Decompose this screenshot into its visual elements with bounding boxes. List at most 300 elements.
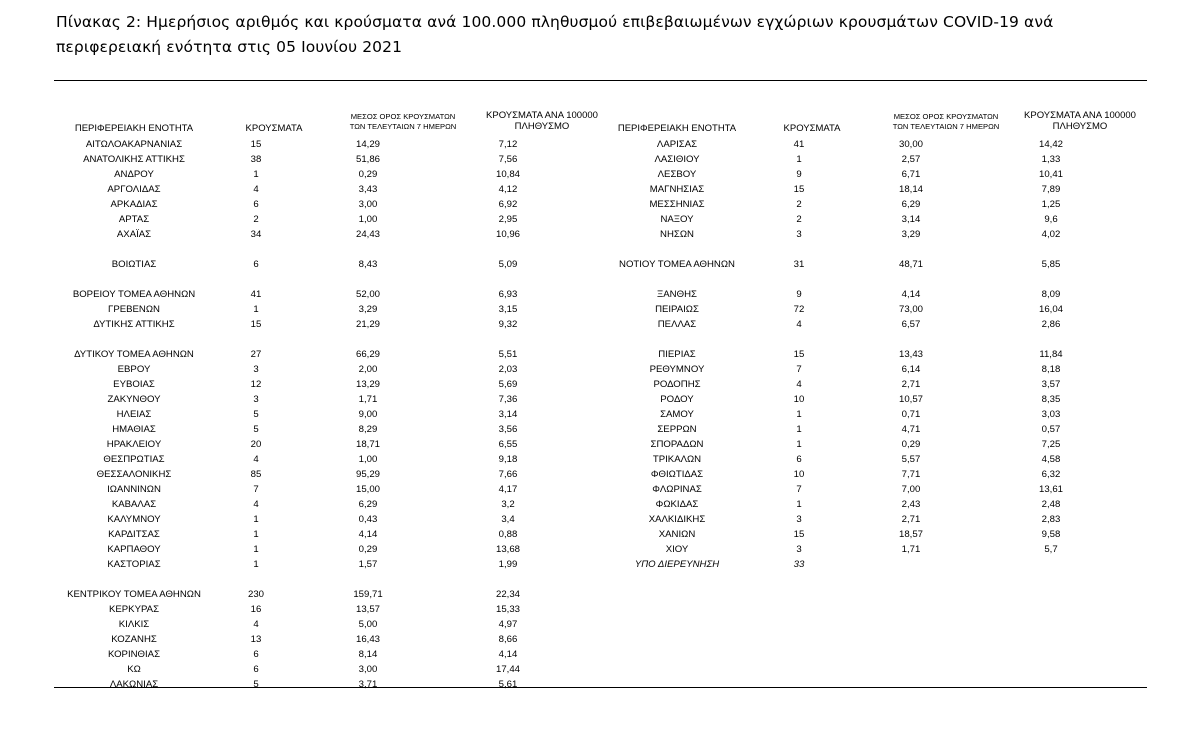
cases-cell: 3: [796, 229, 802, 240]
per100k-cell: 4,97: [498, 619, 518, 630]
left-table-row: [54, 572, 578, 587]
per100k-cell: [981, 332, 1121, 347]
region-cell: ΚΟΡΙΝΘΙΑΣ: [107, 649, 161, 660]
cases-cell: 3: [253, 394, 259, 405]
right-table-row: [597, 437, 1121, 452]
avg-cell: 52,00: [355, 289, 380, 300]
region-cell: ΛΑΣΙΘΙΟΥ: [654, 154, 700, 165]
right-table-row: [597, 182, 1121, 197]
left-table-row: [54, 677, 578, 692]
per100k-cell: [438, 572, 578, 587]
avg-cell: 7,71: [901, 469, 921, 480]
per100k-cell: 10,41: [1038, 169, 1063, 180]
per100k-cell: 1,25: [1041, 199, 1061, 210]
per100k-cell: 13,61: [1038, 484, 1063, 495]
right-table-row: [597, 317, 1121, 332]
per100k-cell: 2,03: [498, 364, 518, 375]
avg-cell: [298, 332, 438, 347]
header-per100k-left-line2: ΠΛΗΘΥΣΜΟ: [514, 121, 570, 132]
per100k-cell: 6,55: [498, 439, 518, 450]
avg-cell: [298, 272, 438, 287]
cases-cell: 9: [796, 289, 802, 300]
cases-cell: 13: [250, 634, 262, 645]
per100k-cell: 2,48: [1041, 499, 1061, 510]
right-table-row: [597, 377, 1121, 392]
region-cell: ΣΕΡΡΩΝ: [657, 424, 697, 435]
right-table-row: [597, 422, 1121, 437]
cases-cell: 6: [253, 649, 259, 660]
per100k-cell: 9,32: [498, 319, 518, 330]
region-cell: ΦΘΙΩΤΙΔΑΣ: [650, 469, 704, 480]
cases-cell: 16: [250, 604, 262, 615]
cases-cell: 72: [793, 304, 805, 315]
right-table-row: [597, 557, 1121, 572]
cases-cell: [214, 242, 298, 257]
avg-cell: 18,14: [898, 184, 923, 195]
avg-cell: 3,29: [358, 304, 378, 315]
avg-cell: 1,71: [901, 544, 921, 555]
left-table-row: [54, 227, 578, 242]
per100k-cell: 7,36: [498, 394, 518, 405]
per100k-cell: 9,6: [1044, 214, 1058, 225]
right-table-row: [597, 392, 1121, 407]
avg-cell: 5,00: [358, 619, 378, 630]
avg-cell: 95,29: [355, 469, 380, 480]
per100k-cell: [981, 557, 1121, 572]
avg-cell: 9,00: [358, 409, 378, 420]
per100k-cell: 3,14: [498, 409, 518, 420]
cases-cell: 1: [253, 514, 259, 525]
per100k-cell: 5,7: [1044, 544, 1058, 555]
per100k-cell: 3,03: [1041, 409, 1061, 420]
avg-cell: 10,57: [898, 394, 923, 405]
per100k-cell: 5,85: [1041, 259, 1061, 270]
region-cell: ΛΑΡΙΣΑΣ: [656, 139, 698, 150]
left-table-row: [54, 512, 578, 527]
cases-cell: 2: [796, 214, 802, 225]
right-table-row: [597, 137, 1121, 152]
region-cell: [597, 242, 757, 257]
region-cell: ΑΡΚΑΔΙΑΣ: [110, 199, 158, 210]
header-avg-right-line1: ΜΕΣΟΣ ΟΡΟΣ ΚΡΟΥΣΜΑΤΩΝ: [893, 112, 999, 121]
region-cell: ΡΕΘΥΜΝΟΥ: [649, 364, 705, 375]
cases-cell: 4: [253, 619, 259, 630]
avg-cell: 5,57: [901, 454, 921, 465]
region-cell: ΑΙΤΩΛΟΑΚΑΡΝΑΝΙΑΣ: [85, 139, 183, 150]
left-table-row: [54, 362, 578, 377]
per100k-cell: 3,56: [498, 424, 518, 435]
left-table-row: [54, 407, 578, 422]
left-table-row: [54, 647, 578, 662]
cases-cell: 4: [796, 379, 802, 390]
cases-cell: 1: [253, 169, 259, 180]
left-table-row: [54, 527, 578, 542]
per100k-cell: 4,12: [498, 184, 518, 195]
left-table-row: [54, 152, 578, 167]
left-table-row: [54, 257, 578, 272]
right-table-row: [597, 257, 1121, 272]
cases-cell: 4: [796, 319, 802, 330]
region-cell: ΝΑΞΟΥ: [660, 214, 694, 225]
cases-cell: 1: [796, 439, 802, 450]
cases-cell: [757, 332, 841, 347]
avg-cell: 1,57: [358, 559, 378, 570]
cases-cell: 9: [796, 169, 802, 180]
left-table-row: [54, 587, 578, 602]
cases-cell: [757, 242, 841, 257]
region-cell: ΚΕΡΚΥΡΑΣ: [108, 604, 159, 615]
per100k-cell: 4,02: [1041, 229, 1061, 240]
region-cell: ΚΑΡΔΙΤΣΑΣ: [108, 529, 160, 540]
avg-cell: 2,71: [901, 379, 921, 390]
left-table-row: [54, 377, 578, 392]
region-cell: ΤΡΙΚΑΛΩΝ: [652, 454, 702, 465]
per100k-cell: 4,17: [498, 484, 518, 495]
region-cell: ΝΗΣΩΝ: [660, 229, 694, 240]
per100k-cell: 13,68: [495, 544, 520, 555]
table-title: Πίνακας 2: Ημερήσιος αριθμός και κρούσματα ανά 100.000 πληθυσμού επιβεβαιωμένων εγχώριων κρουσμάτων COVID-19 ανά περιφερειακή ενότητα στις 05 Ιουνίου 2021: [56, 13, 1054, 56]
right-table: [597, 137, 1121, 572]
region-cell: ΑΡΤΑΣ: [118, 214, 150, 225]
left-table-row: [54, 422, 578, 437]
cases-cell: 34: [250, 229, 262, 240]
cases-cell: 7: [253, 484, 259, 495]
region-cell: ΙΩΑΝΝΙΝΩΝ: [107, 484, 161, 495]
left-table-row: [54, 602, 578, 617]
cases-cell: 31: [793, 259, 805, 270]
left-table-row: [54, 347, 578, 362]
per100k-cell: 4,58: [1041, 454, 1061, 465]
region-cell: ΠΙΕΡΙΑΣ: [658, 349, 696, 360]
right-table-row: [597, 272, 1121, 287]
region-cell: ΓΡΕΒΕΝΩΝ: [108, 304, 160, 315]
region-cell: [54, 242, 214, 257]
region-cell: ΣΠΟΡΑΔΩΝ: [650, 439, 704, 450]
avg-cell: 4,14: [358, 529, 378, 540]
avg-cell: [841, 332, 981, 347]
avg-cell: 3,29: [901, 229, 921, 240]
per100k-cell: 7,25: [1041, 439, 1061, 450]
header-per100k-right: [1008, 110, 1152, 132]
region-cell: ΥΠΟ ΔΙΕΡΕΥΝΗΣΗ: [634, 559, 720, 570]
avg-cell: 0,29: [901, 439, 921, 450]
header-avg-left-line2: ΤΩΝ ΤΕΛΕΥΤΑΙΩΝ 7 ΗΜΕΡΩΝ: [349, 122, 457, 131]
per100k-cell: 10,96: [495, 229, 520, 240]
avg-cell: 15,00: [355, 484, 380, 495]
per100k-cell: 16,04: [1038, 304, 1063, 315]
cases-cell: 2: [253, 214, 259, 225]
right-table-row: [597, 332, 1121, 347]
right-table-row: [597, 302, 1121, 317]
left-table-row: [54, 242, 578, 257]
per100k-cell: 0,88: [498, 529, 518, 540]
cases-cell: 15: [250, 319, 262, 330]
header-per100k-left: [472, 110, 612, 132]
cases-cell: 1: [796, 154, 802, 165]
per100k-cell: 6,92: [498, 199, 518, 210]
region-cell: ΚΑΛΥΜΝΟΥ: [107, 514, 161, 525]
avg-cell: 1,00: [358, 214, 378, 225]
avg-cell: 18,71: [355, 439, 380, 450]
region-cell: ΦΛΩΡΙΝΑΣ: [652, 484, 702, 495]
avg-cell: 3,00: [358, 199, 378, 210]
region-cell: ΦΩΚΙΔΑΣ: [655, 499, 699, 510]
per100k-cell: 8,18: [1041, 364, 1061, 375]
region-cell: ΚΩ: [127, 664, 141, 675]
avg-cell: 14,29: [355, 139, 380, 150]
cases-cell: 4: [253, 499, 259, 510]
left-table-row: [54, 317, 578, 332]
right-table-row: [597, 527, 1121, 542]
right-table-row: [597, 287, 1121, 302]
right-table-row: [597, 542, 1121, 557]
right-table-row: [597, 197, 1121, 212]
region-cell: ΚΙΛΚΙΣ: [118, 619, 150, 630]
region-cell: ΧΑΛΚΙΔΙΚΗΣ: [648, 514, 706, 525]
per100k-cell: [438, 332, 578, 347]
per100k-cell: 8,35: [1041, 394, 1061, 405]
right-table-row: [597, 167, 1121, 182]
right-table-row: [597, 452, 1121, 467]
avg-cell: [298, 242, 438, 257]
cases-cell: 6: [796, 454, 802, 465]
cases-cell: 10: [793, 469, 805, 480]
left-table-row: [54, 167, 578, 182]
avg-cell: 73,00: [898, 304, 923, 315]
region-cell: ΣΑΜΟΥ: [660, 409, 694, 420]
avg-cell: 4,14: [901, 289, 921, 300]
per100k-cell: 0,57: [1041, 424, 1061, 435]
region-cell: ΑΡΓΟΛΙΔΑΣ: [107, 184, 161, 195]
avg-cell: 1,00: [358, 454, 378, 465]
header-cases-left: ΚΡΟΥΣΜΑΤΑ: [245, 123, 303, 134]
avg-cell: 2,71: [901, 514, 921, 525]
per100k-cell: 22,34: [495, 589, 520, 600]
cases-cell: 3: [796, 514, 802, 525]
cases-cell: 15: [793, 529, 805, 540]
per100k-cell: 14,42: [1038, 139, 1063, 150]
region-cell: [54, 572, 214, 587]
region-cell: [54, 332, 214, 347]
left-table-row: [54, 182, 578, 197]
region-cell: ΚΑΡΠΑΘΟΥ: [107, 544, 161, 555]
region-cell: ΚΑΒΑΛΑΣ: [111, 499, 157, 510]
header-region-left: ΠΕΡΙΦΕΡΕΙΑΚΗ ΕΝΟΤΗΤΑ: [74, 123, 194, 134]
avg-cell: 16,43: [355, 634, 380, 645]
cases-cell: 1: [253, 304, 259, 315]
cases-cell: 3: [253, 364, 259, 375]
header-region-right: ΠΕΡΙΦΕΡΕΙΑΚΗ ΕΝΟΤΗΤΑ: [617, 123, 737, 134]
right-table-row: [597, 482, 1121, 497]
per100k-cell: 8,66: [498, 634, 518, 645]
cases-cell: 1: [796, 499, 802, 510]
cases-cell: 27: [250, 349, 262, 360]
right-table-row: [597, 347, 1121, 362]
cases-cell: 5: [253, 409, 259, 420]
per100k-cell: [981, 242, 1121, 257]
header-cases-right: ΚΡΟΥΣΜΑΤΑ: [783, 123, 841, 134]
region-cell: [597, 272, 757, 287]
right-table-row: [597, 497, 1121, 512]
region-cell: ΑΝΔΡΟΥ: [114, 169, 154, 180]
avg-cell: 6,71: [901, 169, 921, 180]
region-cell: ΡΟΔΟΥ: [660, 394, 694, 405]
cases-cell: 5: [253, 424, 259, 435]
per100k-cell: [981, 272, 1121, 287]
avg-cell: 66,29: [355, 349, 380, 360]
cases-cell: 10: [793, 394, 805, 405]
left-table-row: [54, 197, 578, 212]
avg-cell: 0,29: [358, 169, 378, 180]
cases-cell: 1: [796, 424, 802, 435]
cases-cell: 12: [250, 379, 262, 390]
left-table-row: [54, 617, 578, 632]
per100k-cell: 17,44: [495, 664, 520, 675]
left-table-row: [54, 482, 578, 497]
avg-cell: 8,43: [358, 259, 378, 270]
region-cell: ΕΒΡΟΥ: [117, 364, 151, 375]
left-table-row: [54, 452, 578, 467]
avg-cell: 3,43: [358, 184, 378, 195]
per100k-cell: 5,09: [498, 259, 518, 270]
avg-cell: 21,29: [355, 319, 380, 330]
avg-cell: [841, 242, 981, 257]
region-cell: ΜΕΣΣΗΝΙΑΣ: [649, 199, 705, 210]
per100k-cell: 7,12: [498, 139, 518, 150]
region-cell: ΔΥΤΙΚΗΣ ΑΤΤΙΚΗΣ: [93, 319, 175, 330]
header-avg-left-line1: ΜΕΣΟΣ ΟΡΟΣ ΚΡΟΥΣΜΑΤΩΝ: [350, 112, 456, 121]
per100k-cell: 5,69: [498, 379, 518, 390]
left-table-row: [54, 332, 578, 347]
region-cell: ΗΡΑΚΛΕΙΟΥ: [106, 439, 162, 450]
avg-cell: 159,71: [353, 589, 383, 600]
header-per100k-left-line1: ΚΡΟΥΣΜΑΤΑ ΑΝΑ 100000: [486, 110, 598, 121]
region-cell: ΠΕΛΛΑΣ: [657, 319, 697, 330]
avg-cell: 6,57: [901, 319, 921, 330]
region-cell: [54, 272, 214, 287]
left-table-row: [54, 137, 578, 152]
left-table-row: [54, 272, 578, 287]
region-cell: ΛΕΣΒΟΥ: [657, 169, 697, 180]
cases-cell: 85: [250, 469, 262, 480]
avg-cell: 13,43: [898, 349, 923, 360]
per100k-cell: 7,56: [498, 154, 518, 165]
avg-cell: 0,29: [358, 544, 378, 555]
cases-cell: 3: [796, 544, 802, 555]
region-cell: ΚΑΣΤΟΡΙΑΣ: [107, 559, 161, 570]
avg-cell: 18,57: [898, 529, 923, 540]
avg-cell: 7,00: [901, 484, 921, 495]
per100k-cell: 3,4: [501, 514, 515, 525]
avg-cell: 30,00: [898, 139, 923, 150]
region-cell: ΗΛΕΙΑΣ: [116, 409, 152, 420]
region-cell: ΝΟΤΙΟΥ ΤΟΜΕΑ ΑΘΗΝΩΝ: [619, 259, 735, 270]
per100k-cell: 2,83: [1041, 514, 1061, 525]
per100k-cell: 7,66: [498, 469, 518, 480]
cases-cell: [757, 272, 841, 287]
cases-cell: 4: [253, 184, 259, 195]
right-table-row: [597, 242, 1121, 257]
avg-cell: 24,43: [355, 229, 380, 240]
avg-cell: 4,71: [901, 424, 921, 435]
left-table-row: [54, 497, 578, 512]
region-cell: ΧΑΝΙΩΝ: [658, 529, 696, 540]
avg-cell: 8,14: [358, 649, 378, 660]
cases-cell: 15: [793, 184, 805, 195]
avg-cell: 8,29: [358, 424, 378, 435]
avg-cell: 0,71: [901, 409, 921, 420]
region-cell: ΞΑΝΘΗΣ: [657, 289, 697, 300]
left-table-row: [54, 542, 578, 557]
bottom-rule: [54, 687, 1147, 688]
per100k-cell: 15,33: [495, 604, 520, 615]
per100k-cell: 3,15: [498, 304, 518, 315]
left-table-row: [54, 632, 578, 647]
region-cell: ΒΟΡΕΙΟΥ ΤΟΜΕΑ ΑΘΗΝΩΝ: [72, 289, 196, 300]
left-table-row: [54, 302, 578, 317]
top-rule: [54, 80, 1147, 81]
per100k-cell: 7,89: [1041, 184, 1061, 195]
left-table-row: [54, 662, 578, 677]
per100k-cell: 6,93: [498, 289, 518, 300]
right-table-row: [597, 227, 1121, 242]
cases-cell: 230: [247, 589, 264, 600]
per100k-cell: 11,84: [1039, 349, 1063, 360]
cases-cell: 15: [250, 139, 262, 150]
header-per100k-right-line1: ΚΡΟΥΣΜΑΤΑ ΑΝΑ 100000: [1024, 110, 1136, 121]
avg-cell: 13,57: [355, 604, 380, 615]
cases-cell: 7: [796, 364, 802, 375]
region-cell: ΠΕΙΡΑΙΩΣ: [655, 304, 699, 315]
right-table-row: [597, 152, 1121, 167]
cases-cell: 41: [250, 289, 262, 300]
cases-cell: 6: [253, 664, 259, 675]
avg-cell: 6,29: [358, 499, 378, 510]
cases-cell: [214, 332, 298, 347]
header-avg-right: [876, 112, 1016, 132]
region-cell: ΔΥΤΙΚΟΥ ΤΟΜΕΑ ΑΘΗΝΩΝ: [74, 349, 194, 360]
avg-cell: [841, 557, 981, 572]
per100k-cell: [438, 272, 578, 287]
per100k-cell: 4,14: [498, 649, 518, 660]
cases-cell: 1: [796, 409, 802, 420]
per100k-cell: 2,95: [498, 214, 518, 225]
avg-cell: 3,00: [358, 664, 378, 675]
right-table-row: [597, 212, 1121, 227]
cases-cell: 7: [796, 484, 802, 495]
cases-cell: 41: [793, 139, 805, 150]
right-table-row: [597, 467, 1121, 482]
region-cell: ΛΑΚΩΝΙΑΣ: [109, 679, 159, 690]
right-table-row: [597, 362, 1121, 377]
per100k-cell: 2,86: [1041, 319, 1061, 330]
cases-cell: 4: [253, 454, 259, 465]
left-table-row: [54, 557, 578, 572]
avg-cell: 2,57: [901, 154, 921, 165]
region-cell: ΕΥΒΟΙΑΣ: [113, 379, 155, 390]
per100k-cell: 3,57: [1041, 379, 1061, 390]
per100k-cell: [438, 242, 578, 257]
left-table: [54, 137, 578, 692]
cases-cell: 1: [253, 544, 259, 555]
avg-cell: 1,71: [358, 394, 378, 405]
region-cell: ΜΑΓΝΗΣΙΑΣ: [649, 184, 705, 195]
avg-cell: [841, 272, 981, 287]
region-cell: ΧΙΟΥ: [665, 544, 689, 555]
per100k-cell: 5,61: [498, 679, 518, 690]
avg-cell: 3,71: [358, 679, 378, 690]
avg-cell: 6,29: [901, 199, 921, 210]
